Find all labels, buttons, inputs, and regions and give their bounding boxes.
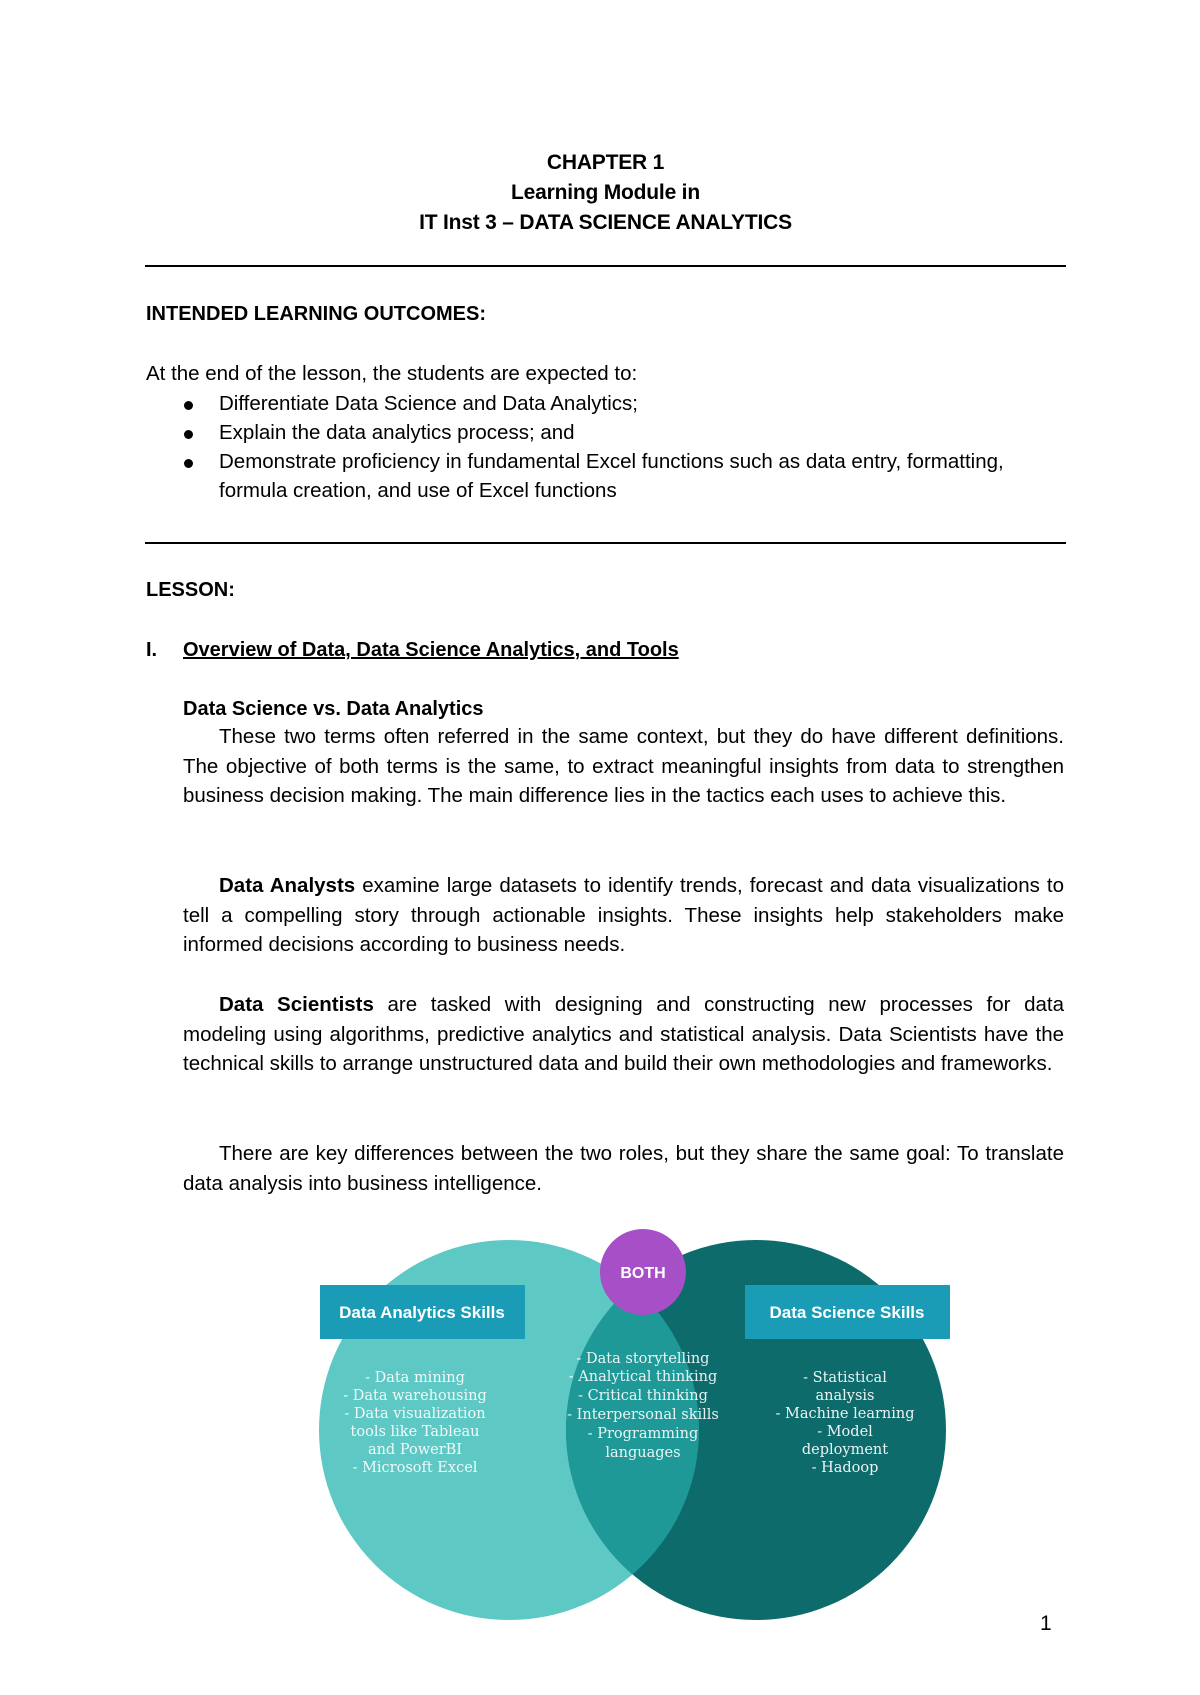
- section-title: Overview of Data, Data Science Analytics, and Tools: [183, 639, 679, 661]
- skill-item: - Model: [817, 1424, 873, 1440]
- skill-item: - Data storytelling: [576, 1351, 710, 1367]
- module-line: Learning Module in: [511, 181, 700, 204]
- paragraph-text: are tasked with designing and constructing new processes for data modeling using algorithms, predictive analytics and statistical analysis. Data Scientists have the technical skills to arrange unstructured data and build their own methodologies and frameworks.: [183, 993, 1064, 1075]
- skill-item: - Analytical thinking: [568, 1369, 718, 1385]
- skill-item: - Hadoop: [811, 1460, 879, 1476]
- outcome-text: Explain the data analytics process; and: [219, 421, 575, 444]
- outcomes-intro: At the end of the lesson, the students are expected to:: [146, 362, 638, 385]
- skill-item: deployment: [801, 1442, 889, 1458]
- paragraph-text: There are key differences between the two roles, but they share the same goal: To translate data analysis into business intelligence.: [183, 1142, 1064, 1195]
- section-number: I.: [146, 639, 158, 661]
- outcome-text: Differentiate Data Science and Data Analytics;: [219, 392, 638, 415]
- skill-item: - Data visualization: [344, 1406, 486, 1422]
- chapter-title: CHAPTER 1: [546, 151, 665, 174]
- skill-item: - Critical thinking: [578, 1388, 708, 1404]
- skill-item: and PowerBI: [367, 1442, 463, 1458]
- skill-item: - Machine learning: [775, 1406, 915, 1422]
- page-number: 1: [1040, 1612, 1052, 1635]
- lesson-heading: LESSON:: [146, 579, 235, 601]
- skill-item: - Microsoft Excel: [352, 1460, 478, 1476]
- paragraph-data-scientists: [183, 990, 1064, 1079]
- skill-item: languages: [605, 1445, 681, 1461]
- module-header: [146, 148, 1065, 238]
- outcomes-list: [146, 389, 1066, 505]
- divider-bottom: [145, 542, 1066, 544]
- subheading: Data Science vs. Data Analytics: [183, 698, 484, 720]
- bullet-icon: [184, 401, 193, 410]
- outcome-text: Demonstrate proficiency in fundamental Excel functions such as data entry, formatting, formula creation, and use of Excel functions: [219, 450, 1004, 502]
- skill-item: - Data mining: [365, 1370, 465, 1386]
- section-heading: [146, 637, 679, 663]
- paragraph-shared-goal: [183, 1139, 1064, 1198]
- venn-svg: [315, 1210, 975, 1625]
- term-data-scientists: Data Scientists: [219, 993, 374, 1016]
- paragraph-text: examine large datasets to identify trends, forecast and data visualizations to tell a compelling story through actionable insights. These insights help stakeholders make informed decisions according to business needs.: [183, 874, 1064, 956]
- skill-item: analysis: [815, 1388, 875, 1404]
- skills-venn-diagram: [315, 1210, 975, 1625]
- bullet-icon: [184, 459, 193, 468]
- list-item: [146, 418, 1066, 447]
- skill-item: - Data warehousing: [343, 1388, 487, 1404]
- bullet-icon: [184, 430, 193, 439]
- course-title: IT Inst 3 – DATA SCIENCE ANALYTICS: [419, 211, 792, 234]
- paragraph-text: These two terms often referred in the same context, but they do have different definitions. The objective of both terms is the same, to extract meaningful insights from data to strengthen business decision making. The main difference lies in the tactics each uses to achieve this.: [183, 725, 1064, 807]
- list-item: [146, 447, 1066, 505]
- paragraph-definitions: [183, 722, 1064, 811]
- skill-item: - Interpersonal skills: [567, 1407, 719, 1423]
- term-data-analysts: Data Analysts: [219, 874, 356, 897]
- list-item: [146, 389, 1066, 418]
- skill-item: tools like Tableau: [350, 1424, 480, 1440]
- divider-top: [145, 265, 1066, 267]
- data-science-label: Data Science Skills: [769, 1303, 925, 1322]
- paragraph-data-analysts: [183, 871, 1064, 960]
- outcomes-heading: INTENDED LEARNING OUTCOMES:: [146, 303, 486, 325]
- skill-item: - Programming: [587, 1426, 699, 1442]
- data-analytics-label: Data Analytics Skills: [339, 1303, 505, 1322]
- both-label: BOTH: [620, 1265, 666, 1282]
- skill-item: - Statistical: [803, 1370, 887, 1386]
